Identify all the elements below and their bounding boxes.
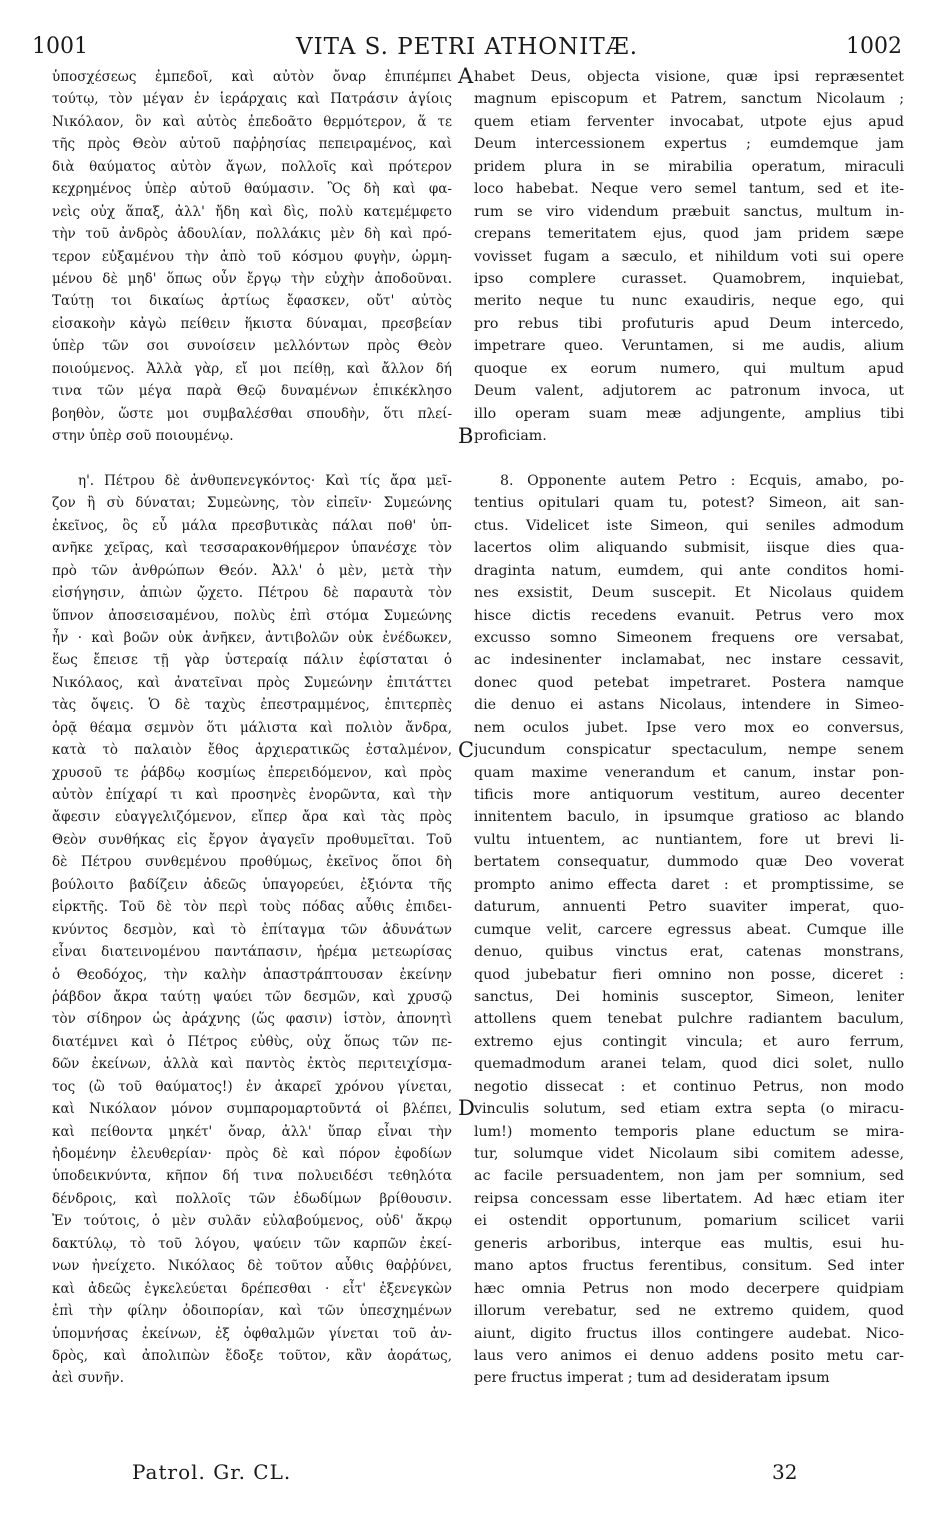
- text-line: ac facile persuadentem, non jam per somnium, sed: [474, 1168, 904, 1185]
- text-line: tentius opitulari quam tu, potest? Simeon, ait san-: [474, 495, 904, 512]
- text-line: τῆς πρὸς Θεὸν αὐτοῦ παῤῥησίας πεπειραμένος, καὶ: [52, 136, 452, 153]
- text-line: hæc omnia Petrus non modo decerpere quidpiam: [474, 1280, 904, 1297]
- text-line: pridem plura in se mirabilia operatum, miraculi: [474, 158, 904, 175]
- text-line: καὶ πείθοντα μηκέτ' ὄναρ, ἀλλ' ὕπαρ εἶναι τὴν: [52, 1123, 452, 1140]
- text-line: ὑπὲρ τῶν σοι συνοίσειν μελλόντων πρὸς Θεὸν: [52, 338, 452, 355]
- text-line: habet Deus, objecta visione, quæ ipsi repræsentet: [474, 69, 904, 85]
- text-line: ανῆκε χεῖρας, καὶ τεσσαρακονθήμερον ὑπανέσχε τὸν: [52, 540, 452, 557]
- text-line: extremo ejus contingit vincula; et auro ferrum,: [474, 1033, 904, 1050]
- text-line: τος (ὢ τοῦ θαύματος!) ἐν ἀκαρεῖ χρόνου γίνεται,: [52, 1078, 452, 1095]
- text-line: δῶν ἐκείνων, ἀλλὰ καὶ παντὸς ἐκτὸς περιτειχίσμα-: [52, 1056, 452, 1073]
- text-line: proficiam.: [474, 428, 547, 444]
- text-line: δρὸς, καὶ ἀπολιπὼν ἔδοξε τοῦτον, κἂν ἀοράτως,: [52, 1347, 452, 1364]
- footer-source: Patrol. Gr. CL.: [132, 1460, 292, 1484]
- text-line: ἐπὶ τὴν φίλην ὁδοιπορίαν, καὶ τῶν ὑπεσχημένων: [52, 1303, 452, 1320]
- text-line: ὑποδεικνύντα, κῆπον δή τινα πολυειδέσι τεθηλότα: [52, 1168, 452, 1185]
- text-line: κνύντος δεσμὸν, καὶ τὸ ἐπίταγμα τῶν ἀδυνάτων: [52, 921, 452, 938]
- margin-marker-c: C: [458, 738, 475, 762]
- text-line: Νικόλαος, καὶ ἀνατεῖναι πρὸς Συμεώνην ἐπιτάττει: [52, 674, 452, 691]
- page-number-right: 1002: [846, 34, 902, 59]
- text-line: illo operam suam meæ adjungente, amplius tibi: [474, 405, 904, 422]
- text-line: τινα τῶν μέγα παρὰ Θεῷ δυναμένων ἐπικέκλησο: [52, 383, 452, 400]
- text-line: pro rebus tibi profuturis apud Deum intercedo,: [474, 315, 904, 332]
- text-line: καὶ ἀδεῶς ἐγκελεύεται δρέπεσθαι · εἶτ' ἐξενεγκὼν: [52, 1280, 452, 1297]
- text-line: Ταύτῃ τοι δικαίως ἀρτίως ἔφασκεν, οὔτ' αὐτὸς: [52, 293, 452, 310]
- text-line: denuo, quibus vinctus erat, catenas monstrans,: [474, 944, 904, 961]
- text-line: 8. Opponente autem Petro : Ecquis, amabo, po-: [500, 472, 904, 489]
- text-line: quoque ex eorum numero, qui multum apud: [474, 360, 904, 377]
- text-line: Deum intercessionem expertus ; eumdemque jam: [474, 136, 904, 153]
- text-line: εἰσήγησιν, ἀπιὼν ᾤχετο. Πέτρου δὲ παραυτὰ τὸν: [52, 585, 452, 602]
- text-line: quod jubebatur fieri omnino non posse, diceret :: [474, 966, 904, 983]
- text-line: ipso complere curasset. Quamobrem, inquiebat,: [474, 270, 904, 287]
- text-line: αὐτὸν ἐπίχαρί τι καὶ προσηνὲς ἐνορῶντα, καὶ τὴν: [52, 787, 452, 803]
- margin-marker-b: B: [458, 424, 474, 448]
- text-line: νεὶς οὐχ ἅπαξ, ἀλλ' ἤδη καὶ δὶς, πολὺ κατεμέμφετο: [52, 203, 452, 220]
- text-line: εἱρκτῆς. Τοῦ δὲ τὸν περὶ τοὺς πόδας αὖθις ἐπιδει-: [52, 899, 452, 916]
- text-line: Ἐν τούτοις, ὁ μὲν συλᾶν εὐλαβούμενος, οὐδ' ἄκρῳ: [52, 1213, 452, 1230]
- paragraph-gap: [52, 447, 452, 469]
- text-line: εἰσακοὴν κἀγὼ πείθειν ἥκιστα δύναμαι, πρεσβείαν: [52, 315, 452, 332]
- text-line: τὴν τοῦ ἀνδρὸς ἀδουλίαν, πολλάκις μὲν δὴ καὶ πρό-: [52, 226, 452, 243]
- text-line: sanctus, Dei hominis susceptor, Simeon, leniter: [474, 988, 904, 1005]
- text-line: νων ἠνείχετο. Νικόλαος δὲ τοῦτον αὖθις θαῤῥύνει,: [52, 1258, 452, 1275]
- text-line: διὰ θαύματος αὐτὸν ἄγων, πολλοῖς καὶ πρότερον: [52, 158, 452, 175]
- text-line: crepans temeritatem ejus, quod jam pridem sæpe: [474, 226, 904, 243]
- text-line: τὸν σίδηρον ὡς ἀράχνης (ὥς φασιν) ἱστὸν, ἀπονητὶ: [52, 1011, 452, 1028]
- text-line: lacertos olim aliquando submisit, iisque dies qua-: [474, 540, 904, 557]
- text-line: tificis more antiquorum vestitum, aureo decenter: [474, 787, 904, 803]
- page-footer: [32, 1460, 902, 1490]
- text-line: mano aptos fructus ferentibus, consitum. Sed inter: [474, 1258, 904, 1275]
- text-line: ὕπνον ἀποσεισαμένου, πολὺς ἐπὶ στόμα Συμεώνης: [52, 607, 452, 624]
- text-line: cumque velit, carcere egressus abeat. Cumque ille: [474, 921, 904, 938]
- text-line: εἶναι διατεινομένου παντάπασιν, ἠρέμα μετεωρίσας: [52, 944, 452, 961]
- text-line: draginta natum, eumdem, qui ante conditos homi-: [474, 562, 904, 579]
- text-line: nem oculos jubet. Ipse vero mox eo conversus,: [474, 719, 904, 736]
- text-line: ζον ἢ σὺ δύναται; Συμεὼνης, τὸν εἰπεῖν· Συμεώνης: [52, 495, 452, 512]
- text-line: δὲ Πέτρου συνθεμένου προθύμως, ἐκεῖνος ὅποι δὴ: [52, 854, 452, 871]
- text-line: vovisset fugam a sæculo, et nihildum voti sui opere: [474, 248, 904, 265]
- running-title: VITA S. PETRI ATHONITÆ.: [295, 34, 639, 60]
- text-line: jucundum conspicatur spectaculum, nempe senem: [474, 742, 904, 759]
- margin-marker-a: A: [458, 64, 474, 88]
- text-line: illorum verebatur, sed ne extremo quidem, quod: [474, 1303, 904, 1320]
- text-line: prompto animo effecta daret : et promptissime, se: [474, 876, 904, 893]
- text-line: excusso somno Simeonem frequens ore versabat,: [474, 629, 904, 646]
- text-line: attollens quem tenebat pulchre radiantem baculum,: [474, 1011, 904, 1028]
- text-line: ὑποσχέσεως ἐμπεδοῖ, καὶ αὐτὸν ὄναρ ἐπιπέμπει: [52, 69, 452, 85]
- text-line: χρυσοῦ τε ῥάβδῳ κοσμίως ἐπερειδόμενον, καὶ πρὸς: [52, 764, 452, 781]
- text-line: ctus. Videlicet iste Simeon, qui seniles admodum: [474, 517, 904, 534]
- text-line: quem etiam ferventer invocabat, utpote ejus apud: [474, 113, 904, 130]
- text-line: quemadmodum aranei telam, quod dici solet, nullo: [474, 1056, 904, 1073]
- text-line: Deum valent, adjutorem ac patronum invoca, ut: [474, 383, 904, 400]
- text-line: τερον εὐξαμένου τὴν ἀπὸ τοῦ κόσμου φυγὴν, ὡρμη-: [52, 248, 452, 265]
- latin-column: [474, 66, 904, 1456]
- text-line: βοηθὸν, ὥστε μοι συμβαλέσθαι σπουδὴν, ὅτι πλεί-: [52, 405, 452, 422]
- text-line: ποιούμενος. Ἀλλὰ γὰρ, εἴ μοι πείθῃ, καὶ ἄλλον δή: [52, 360, 452, 377]
- text-line: κατὰ τὸ παλαιὸν ἔθος ἀρχιερατικῶς ἐσταλμένον,: [52, 742, 452, 759]
- text-line: στην ὑπὲρ σοῦ ποιουμένῳ.: [52, 428, 234, 444]
- text-line: lum!) momento temporis plane eductum se mira-: [474, 1123, 904, 1140]
- text-line: rum se viro videndum præbuit sanctus, multum in-: [474, 203, 904, 220]
- text-line: innitentem baculo, in ipsumque gratioso ac blando: [474, 809, 904, 826]
- text-line: ἦν · καὶ βοῶν οὐκ ἀνῆκεν, ἀντιβολῶν οὐκ ἐνέδωκεν,: [52, 629, 452, 646]
- text-line: die denuo ei astans Nicolaus, intendere in Simeo-: [474, 697, 904, 714]
- page-header: [32, 34, 902, 64]
- text-line: hisce dictis recedens evanuit. Petrus vero mox: [474, 607, 904, 624]
- text-line: πρὸ τῶν ἀνθρώπων Θεόν. Ἀλλ' ὁ μὲν, μετὰ τὴν: [52, 562, 452, 579]
- text-line: laus vero animos ei denuo addens posito metu car-: [474, 1347, 904, 1364]
- text-line: ἠδομένην ἐλευθερίαν· πρὸς δὲ καὶ πόρον ἐφοδίων: [52, 1146, 452, 1162]
- text-line: βούλοιτο βαδίζειν ἀδεῶς ὑπαγορεύει, ἐξιόντα τῆς: [52, 876, 452, 893]
- text-line: nes exsistit, Deum suscepit. Et Nicolaus quidem: [474, 585, 904, 602]
- text-line: δένδροις, καὶ πολλοῖς τῶν ἐδωδίμων βρίθουσιν.: [52, 1190, 452, 1207]
- text-line: generis arboribus, interque eas multis, esui hu-: [474, 1235, 904, 1252]
- text-line: loco habebat. Neque vero semel tantum, sed et ite-: [474, 181, 904, 198]
- text-line: vultu intuentem, ac nuntiantem, fore ut brevi li-: [474, 831, 904, 848]
- text-line: merito neque tu nunc exaudiris, neque ego, qui: [474, 293, 904, 310]
- page-number-left: 1001: [32, 34, 88, 59]
- text-line: ὑπομνήσας ἐκείνων, ἐξ ὀφθαλμῶν γίνεται τοῦ ἀν-: [52, 1325, 452, 1342]
- text-line: τὰς ὄψεις. Ὁ δὲ ταχὺς ἐπεστραμμένος, ἐπιτερπὲς: [52, 697, 452, 714]
- text-line: ῥάβδον ἄκρα ταύτῃ ψαύει τῶν δεσμῶν, καὶ χρυσῷ: [52, 988, 452, 1005]
- text-line: μένου δὲ μηδ' ὅπως οὖν ἔργῳ τὴν εὐχὴν ἀποδοῦναι.: [52, 270, 452, 287]
- text-line: quam maxime venerandum et canum, instar pon-: [474, 764, 904, 781]
- text-line: impetrare queo. Veruntamen, si me audis, alium: [474, 338, 904, 355]
- text-line: donec quod petebat impetraret. Postera namque: [474, 674, 904, 691]
- text-line: daturum, annuenti Petro suaviter imperat, quo-: [474, 899, 904, 916]
- text-line: reipsa concessam esse libertatem. Ad hæc etiam iter: [474, 1190, 904, 1207]
- text-line: ἐκεῖνος, ὃς εὖ μάλα πρεσβυτικὰς πάλαι ποθ' ὑπ-: [52, 517, 452, 534]
- text-line: διατέμνει καὶ ὁ Πέτρος εὐθὺς, οὐχ ὅπως τῶν πε-: [52, 1033, 452, 1050]
- text-line: η'. Πέτρου δὲ ἀνθυπενεγκόντος· Καὶ τίς ἄρα μεῖ-: [78, 472, 452, 489]
- text-line: ac indesinenter inclamabat, nec instare cessavit,: [474, 652, 904, 669]
- paragraph-gap: [474, 447, 904, 469]
- text-line: negotio dissecat : et continuo Petrus, non modo: [474, 1078, 904, 1095]
- greek-column: [52, 66, 452, 1456]
- text-line: κεχρημένος ὑπὲρ αὐτοῦ θαύμασιν. Ὃς δὴ καὶ φα-: [52, 181, 452, 198]
- text-line: δακτύλῳ, τὸ τοῦ λόγου, ψαύειν τῶν καρπῶν ἐκεί-: [52, 1235, 452, 1252]
- text-line: ὁρᾷ θέαμα σεμνὸν ὅτι μάλιστα καὶ πολιὸν ἄνδρα,: [52, 719, 452, 736]
- text-line: aiunt, digito fructus illos contingere audebat. Nico-: [474, 1325, 904, 1342]
- text-line: bertatem consequatur, dummodo quæ Deo voverat: [474, 854, 904, 871]
- text-line: ei ostendit opportunum, pomarium scilicet varii: [474, 1213, 904, 1230]
- text-line: tur, solumque videt Nicolaum sibi comitem adesse,: [474, 1146, 904, 1162]
- margin-marker-d: D: [458, 1096, 475, 1120]
- text-line: ἕως ἔπεισε τῇ γὰρ ὑστεραίᾳ πάλιν ἐφίσταται ὁ: [52, 652, 452, 669]
- text-line: ὁ Θεοδόχος, τὴν καλὴν ἀπαστράπτουσαν ἐκείνην: [52, 966, 452, 983]
- text-line: τούτῳ, τὸν μέγαν ἐν ἱεράρχαις καὶ Πατράσιν ἁγίοις: [52, 91, 452, 108]
- text-line: magnum episcopum et Patrem, sanctum Nicolaum ;: [474, 91, 904, 108]
- text-line: pere fructus imperat ; tum ad desideratam ipsum: [474, 1370, 830, 1387]
- footer-signature-number: 32: [772, 1460, 798, 1484]
- text-line: ἀεὶ συνῆν.: [52, 1370, 124, 1387]
- text-line: Θεὸν συνθήκας εἰς ἔργον ἀγαγεῖν προθυμεῖται. Τοῦ: [52, 831, 452, 848]
- text-line: ἄφεσιν εὐαγγελιζόμενον, εἴπερ ἄρα καὶ τὰς πρὸς: [52, 809, 452, 826]
- text-line: καὶ Νικόλαον μόνον συμπαρομαρτοῦντά οἱ βλέπει,: [52, 1101, 452, 1118]
- text-line: vinculis solutum, sed etiam extra septa (o miracu-: [474, 1101, 904, 1118]
- text-line: Νικόλαον, ὃν καὶ αὐτὸς ἐπεδοᾶτο θερμότερον, ἅ τε: [52, 113, 452, 130]
